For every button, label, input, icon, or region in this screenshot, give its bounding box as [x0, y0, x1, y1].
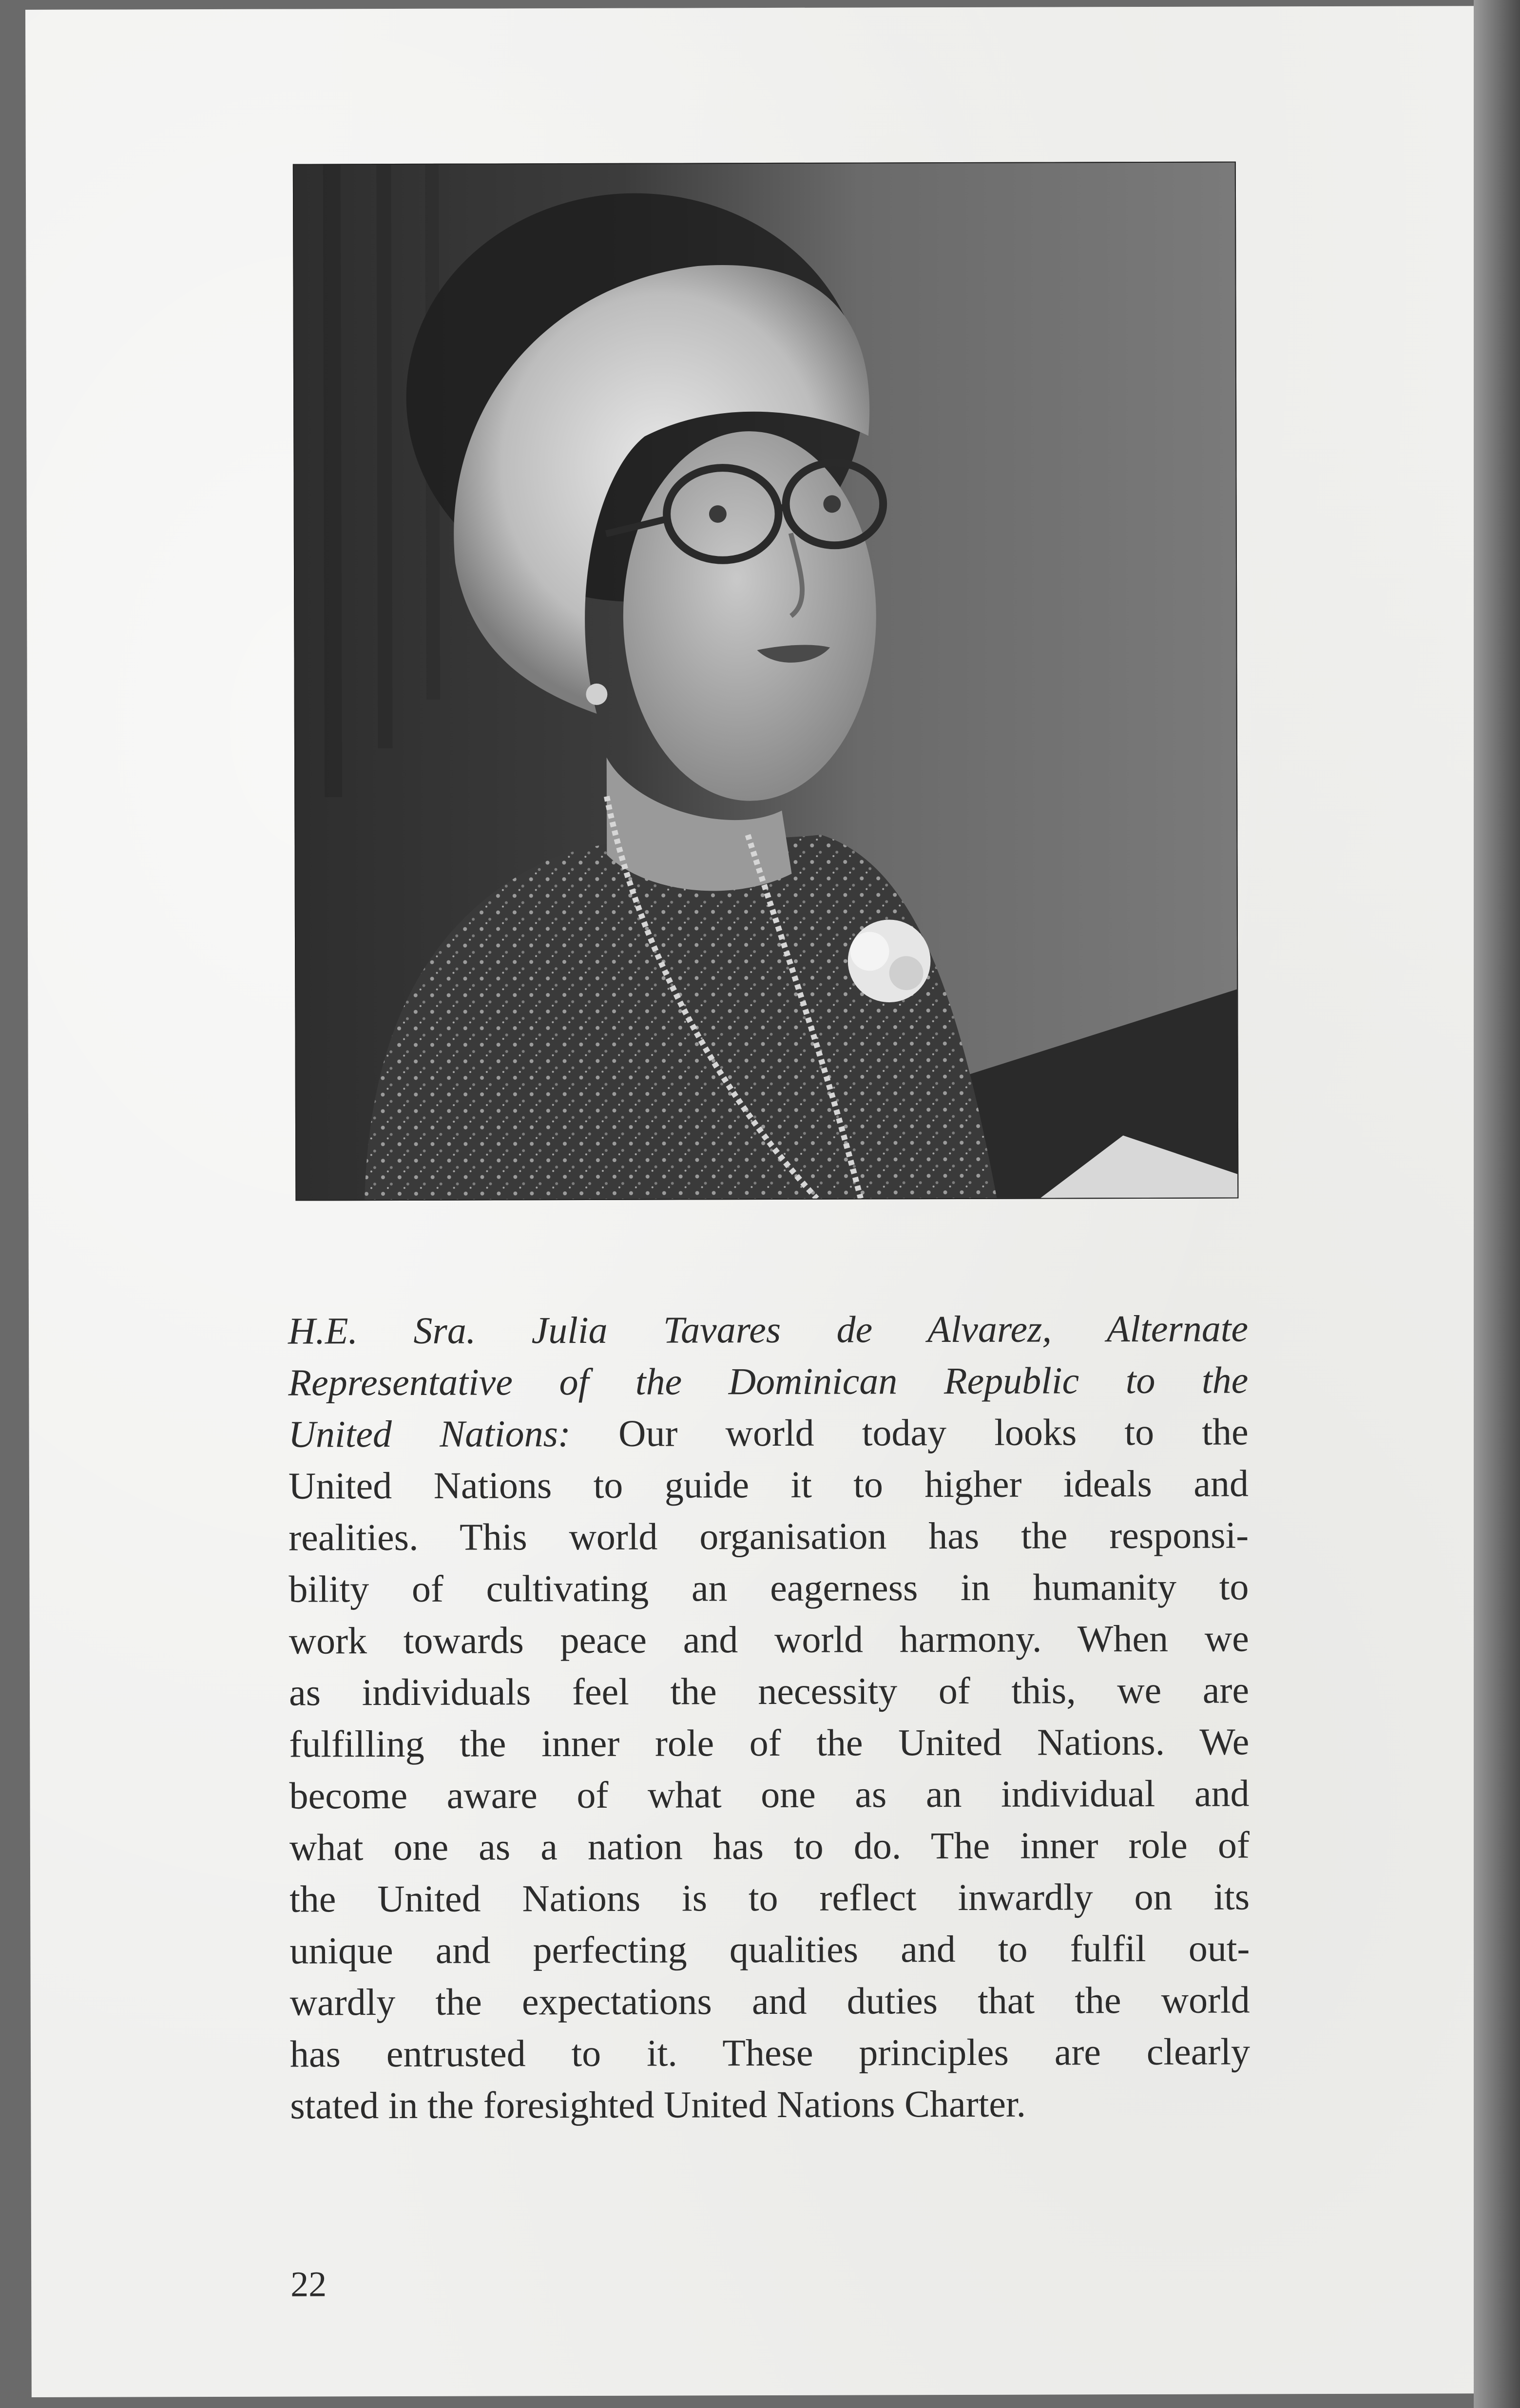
caption-line: United Nations to guide it to higher ideals and [288, 1462, 1249, 1507]
caption-line [288, 1302, 1248, 1357]
caption-line: realities. This world organisation has the responsi- [289, 1513, 1249, 1559]
scan-edge-shadow [1474, 0, 1520, 2408]
caption-line: as individuals feel the necessity of this, we are [289, 1668, 1250, 1714]
page-number: 22 [290, 2264, 327, 2305]
caption-line: bility of cultivating an eagerness in humanity to [289, 1565, 1249, 1610]
speaker-attribution: Representative of the Dominican Republic to the [288, 1358, 1249, 1404]
caption-line [288, 1354, 1248, 1408]
portrait-photo-image [294, 163, 1238, 1200]
caption-line: fulfilling the inner role of the United Nations. We [289, 1720, 1250, 1765]
caption-line: unique and perfecting qualities and to fulfil out- [289, 1927, 1250, 1972]
caption-line: what one as a nation has to do. The inner role of [289, 1823, 1250, 1869]
portrait-photo [293, 161, 1239, 1201]
speaker-attribution: United Nations: [288, 1412, 571, 1455]
caption-paragraph [288, 1302, 1250, 2131]
quote-text: Our world today looks to the [570, 1410, 1249, 1455]
caption-line: stated in the foresighted United Nations Charter. [290, 2082, 1026, 2127]
caption-line: wardly the expectations and duties that the world [289, 1978, 1250, 2024]
speaker-attribution: H.E. Sra. Julia Tavares de Alvarez, Alternate [288, 1307, 1249, 1352]
book-page [25, 6, 1484, 2397]
caption-line: the United Nations is to reflect inwardly on its [289, 1875, 1250, 1920]
caption-line [289, 1406, 1249, 1460]
caption-line: become aware of what one as an individual and [289, 1772, 1250, 1817]
caption-line: work towards peace and world harmony. When we [289, 1617, 1249, 1662]
caption-line: has entrusted to it. These principles are clearly [289, 2030, 1251, 2075]
